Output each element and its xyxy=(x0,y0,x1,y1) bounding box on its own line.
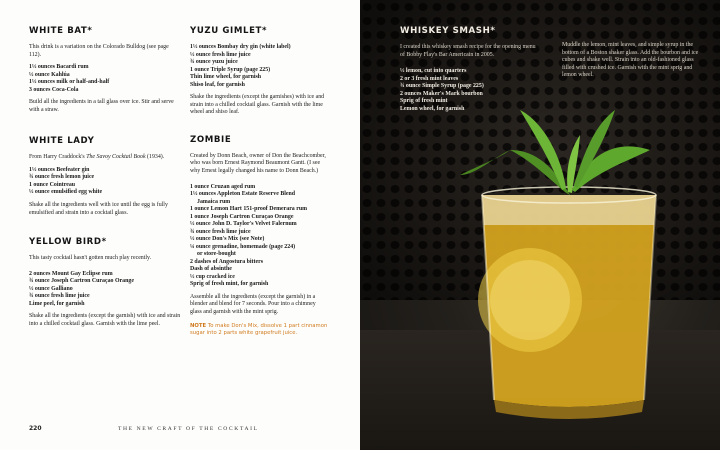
ingredient: Dash of absinthe xyxy=(190,266,232,273)
ingredient: Jamaica rum xyxy=(197,198,231,205)
ingredient: 1½ ounces milk or half-and-half xyxy=(29,79,110,86)
recipe-title: WHITE LADY xyxy=(29,136,95,147)
ingredient: ½ ounce Kahlúa xyxy=(29,71,70,78)
ingredient: ¾ ounce fresh lemon juice xyxy=(29,174,95,181)
recipe-white-bat xyxy=(29,26,181,114)
recipe-intro xyxy=(29,154,181,162)
ingredient: 1½ ounces Beefeater gin xyxy=(29,166,90,173)
left-column xyxy=(29,26,181,342)
recipe-note xyxy=(190,323,328,337)
whiskey-smash-left xyxy=(400,26,540,118)
ingredient: 3 ounces Coca-Cola xyxy=(29,86,79,93)
ingredient: 2 ounces Maker's Mark bourbon xyxy=(400,90,483,97)
ingredient: Shiso leaf, for garnish xyxy=(190,81,245,88)
note-text: To make Don's Mix, dissolve 1 part cinnamon sugar into 2 parts white grapefruit juice. xyxy=(190,323,328,337)
recipe-intro: This tasty cocktail hasn't gotten much play recently. xyxy=(29,255,152,262)
ingredient: ½ ounce Galliano xyxy=(29,285,73,292)
ingredient: Lemon wheel, for garnish xyxy=(400,105,465,112)
ingredient: ¾ ounce fresh lime juice xyxy=(29,293,90,300)
right-page xyxy=(360,0,720,450)
ingredient: ¾ ounce Simple Syrup (page 225) xyxy=(400,83,484,90)
recipe-yuzu-gimlet xyxy=(190,26,328,117)
ingredient: 1 ounce Cointreau xyxy=(29,181,76,188)
ingredient: ½ lemon, cut into quarters xyxy=(400,68,467,75)
ingredient: 2 or 3 fresh mint leaves xyxy=(400,75,459,82)
note-label: NOTE xyxy=(190,323,207,330)
ingredient: ½ cup cracked ice xyxy=(190,273,235,280)
ingredient: ¾ ounce yuzu juice xyxy=(190,59,238,65)
recipe-method: Muddle the lemon, mint leaves, and simple syrup in the bottom of a Boston shaker glass. Add the bourbon and ice cubes and shake well. Strain into an old-fashioned glass filled with crushed ice. Garnish with the mint sprig and lemon wheel. xyxy=(562,42,699,79)
ingredient-list xyxy=(29,167,181,197)
recipe-intro: This drink is a variation on the Colorado Bulldog (see page 112). xyxy=(29,44,169,58)
ingredient: 1½ ounces Appleton Estate Reserve Blend xyxy=(190,191,296,198)
right-column xyxy=(190,26,328,351)
ingredient: 1 ounce Triple Syrup (page 225) xyxy=(190,66,271,73)
ingredient-list xyxy=(29,271,181,309)
recipe-title: WHITE BAT* xyxy=(29,26,93,36)
ingredient: ½ ounce emulsified egg white xyxy=(29,189,103,196)
recipe-method: Shake all the ingredients well with ice until the egg is fully emulsified and strain into a cocktail glass. xyxy=(29,201,168,216)
recipe-white-lady xyxy=(29,136,181,217)
recipe-method: Build all the ingredients in a tall glass over ice. Stir and serve with a straw. xyxy=(29,99,174,113)
recipe-method: Assemble all the ingredients (except the garnish) in a blender and blend for 7 seconds. Pour into a chimney glass and garnish with the mint sprig. xyxy=(190,293,316,315)
ingredient: ¾ ounce Joseph Cartron Curaçao Orange xyxy=(29,278,134,285)
ingredient: 1 ounce Joseph Cartron Curaçao Orange xyxy=(190,213,294,220)
recipe-intro: Created by Donn Beach, owner of Don the Beachcomber, who was born Ernest Raymond Beaumont Gantt. (I see why Ernest legally changed his name to Donn Beach.) xyxy=(190,152,326,174)
ingredient: or store-bought xyxy=(197,251,236,258)
running-head: THE NEW CRAFT OF THE COCKTAIL xyxy=(118,426,259,432)
ingredient: 1 ounce Lemon Hart 151-proof Demerara rum xyxy=(190,206,308,213)
recipe-method: Shake all the ingredients (except the garnish) with ice and strain into a chilled cocktail glass. Garnish with the lime peel. xyxy=(29,313,181,327)
ingredient: 1½ ounces Bombay dry gin (white label) xyxy=(190,44,291,50)
book-title: The Savoy Cocktail Book xyxy=(86,154,146,161)
ingredient: Sprig of fresh mint xyxy=(400,98,448,105)
intro-text: From Harry Craddock's xyxy=(29,154,87,161)
ingredient-list xyxy=(400,68,540,113)
ingredient-list xyxy=(190,44,328,89)
ingredient: Lime peel, for garnish xyxy=(29,300,85,307)
ingredient: ¾ ounce fresh lime juice xyxy=(190,228,251,235)
page-number: 220 xyxy=(29,425,42,432)
recipe-title: ZOMBIE xyxy=(190,134,232,145)
recipe-title: WHISKEY SMASH* xyxy=(400,26,496,36)
ingredient: Thin lime wheel, for garnish xyxy=(190,74,262,80)
ingredient: 2 ounces Mount Gay Eclipse rum xyxy=(29,270,113,277)
ingredient: Sprig of fresh mint, for garnish xyxy=(190,281,269,288)
ingredient: ¼ ounce grenadine, homemade (page 224) xyxy=(190,243,296,250)
ingredient: 1 ounce Cruzan aged rum xyxy=(190,183,256,190)
ingredient-list xyxy=(29,64,181,94)
ingredient-list xyxy=(190,184,328,289)
ingredient: 2 dashes of Angostura bitters xyxy=(190,258,263,265)
intro-text: (1934). xyxy=(145,154,165,161)
ingredient: ½ ounce fresh lime juice xyxy=(190,51,251,58)
ingredient: ½ ounce John D. Taylor's Velvet Falernum xyxy=(190,221,297,228)
recipe-yellow-bird xyxy=(29,237,181,328)
whiskey-smash-right xyxy=(562,42,702,80)
recipe-title: YELLOW BIRD* xyxy=(29,237,107,248)
ingredient: ½ ounce Don's Mix (see Note) xyxy=(190,236,265,243)
recipe-method: Shake the ingredients (except the garnishes) with ice and strain into a chilled cocktail glass. Garnish with the lime wheel and shiso leaf. xyxy=(190,94,325,116)
recipe-title: YUZU GIMLET* xyxy=(190,26,268,36)
recipe-intro: I created this whiskey smash recipe for the opening menu of Bobby Flay's Bar Americain in 2005. xyxy=(400,44,536,58)
recipe-zombie xyxy=(190,135,328,338)
ingredient: 1½ ounces Bacardi rum xyxy=(29,64,89,71)
